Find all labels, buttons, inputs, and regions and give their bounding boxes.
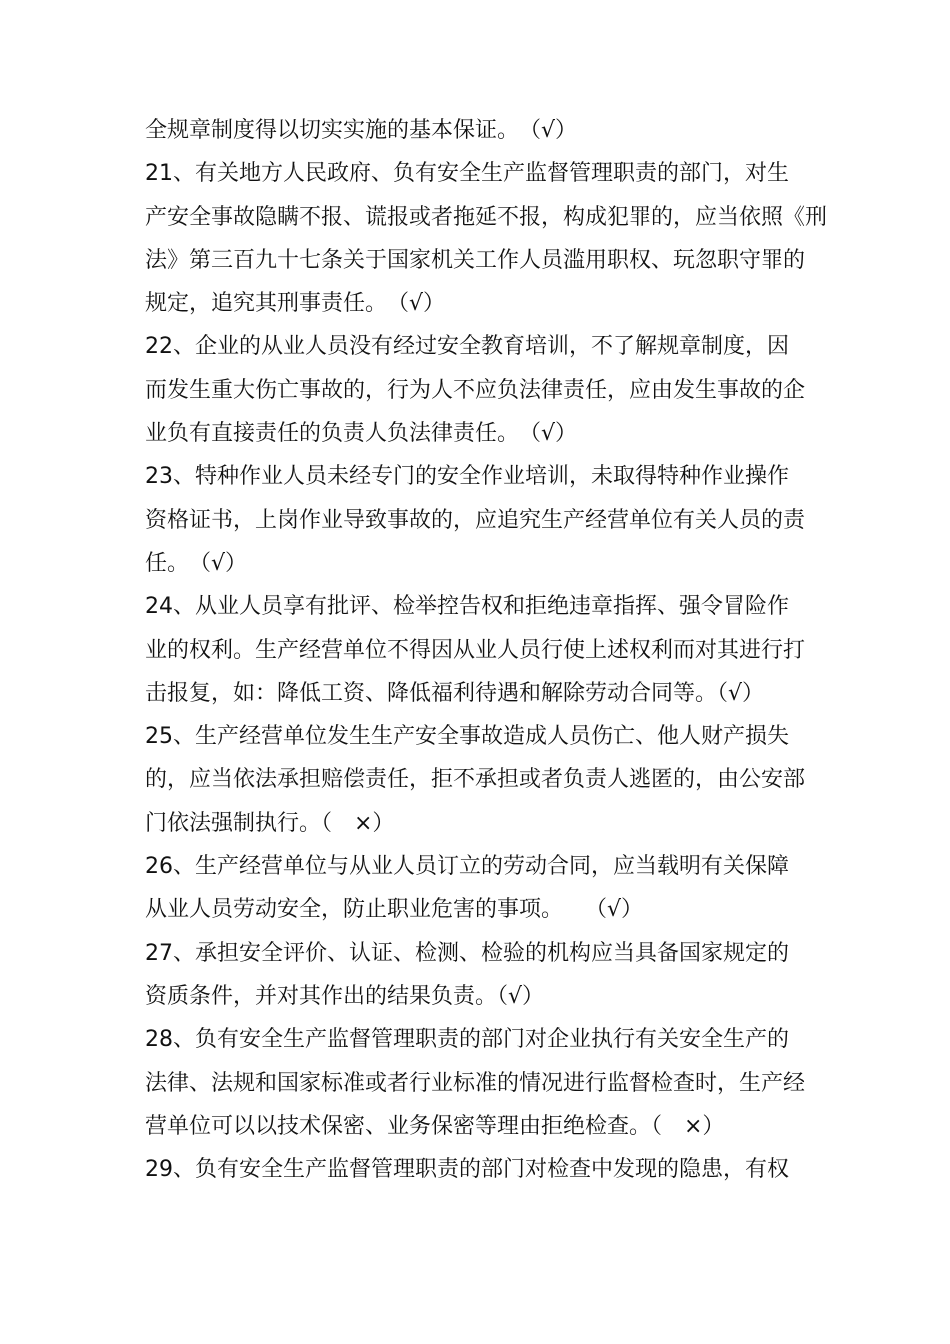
question-paragraph <box>145 325 807 455</box>
text-line: 从业人员劳动安全，防止职业危害的事项。 （√） <box>145 897 644 923</box>
text-line: 资格证书，上岗作业导致事故的，应追究生产经营单位有关人员的责 <box>145 507 806 533</box>
text-line: 产安全事故隐瞒不报、谎报或者拖延不报，构成犯罪的，应当依照《刑 <box>145 204 828 230</box>
text-line: 23、特种作业人员未经专门的安全作业培训，未取得特种作业操作 <box>145 464 789 490</box>
question-paragraph <box>145 1148 807 1191</box>
text-line: 规定，追究其刑事责任。 （√） <box>145 291 446 317</box>
text-line: 法律、法规和国家标准或者行业标准的情况进行监督检查时，生产经 <box>145 1070 806 1096</box>
text-line: 25、生产经营单位发生生产安全事故造成人员伤亡、他人财产损失 <box>145 724 789 750</box>
question-paragraph <box>145 109 807 152</box>
text-line: 24、从业人员享有批评、检举控告权和拒绝违章指挥、强令冒险作 <box>145 594 789 620</box>
text-line: 业负有直接责任的负责人负法律责任。 （√） <box>145 421 578 447</box>
text-line: 门依法强制执行。（ ×） <box>145 810 395 836</box>
question-paragraph <box>145 585 807 715</box>
text-line: 业的权利。生产经营单位不得因从业人员行使上述权利而对其进行打 <box>145 637 806 663</box>
text-line: 27、承担安全评价、认证、检测、检验的机构应当具备国家规定的 <box>145 940 789 966</box>
question-paragraph <box>145 1018 807 1148</box>
text-line: 击报复，如：降低工资、降低福利待遇和解除劳动合同等。（√） <box>145 680 765 706</box>
text-line: 资质条件，并对其作出的结果负责。（√） <box>145 983 545 1009</box>
text-line: 22、企业的从业人员没有经过安全教育培训，不了解规章制度，因 <box>145 334 789 360</box>
question-paragraph <box>145 845 807 932</box>
text-line: 21、有关地方人民政府、负有安全生产监督管理职责的部门，对生 <box>145 161 789 187</box>
text-line: 而发生重大伤亡事故的，行为人不应负法律责任，应由发生事故的企 <box>145 377 806 403</box>
text-line: 29、负有安全生产监督管理职责的部门对检查中发现的隐患，有权 <box>145 1157 789 1183</box>
question-paragraph <box>145 152 828 325</box>
question-paragraph <box>145 455 807 585</box>
question-paragraph <box>145 715 807 845</box>
question-paragraph <box>145 932 807 1019</box>
text-line: 营单位可以以技术保密、业务保密等理由拒绝检查。（ ×） <box>145 1113 725 1139</box>
text-line: 28、负有安全生产监督管理职责的部门对企业执行有关安全生产的 <box>145 1027 789 1053</box>
text-line: 任。 （√） <box>145 550 248 576</box>
text-line: 的，应当依法承担赔偿责任，拒不承担或者负责人逃匿的，由公安部 <box>145 767 806 793</box>
text-line: 法》第三百九十七条关于国家机关工作人员滥用职权、玩忽职守罪的 <box>145 247 806 273</box>
text-line: 26、生产经营单位与从业人员订立的劳动合同，应当载明有关保障 <box>145 854 789 880</box>
document-page <box>145 109 828 1191</box>
text-line: 全规章制度得以切实实施的基本保证。 （√） <box>145 118 578 143</box>
